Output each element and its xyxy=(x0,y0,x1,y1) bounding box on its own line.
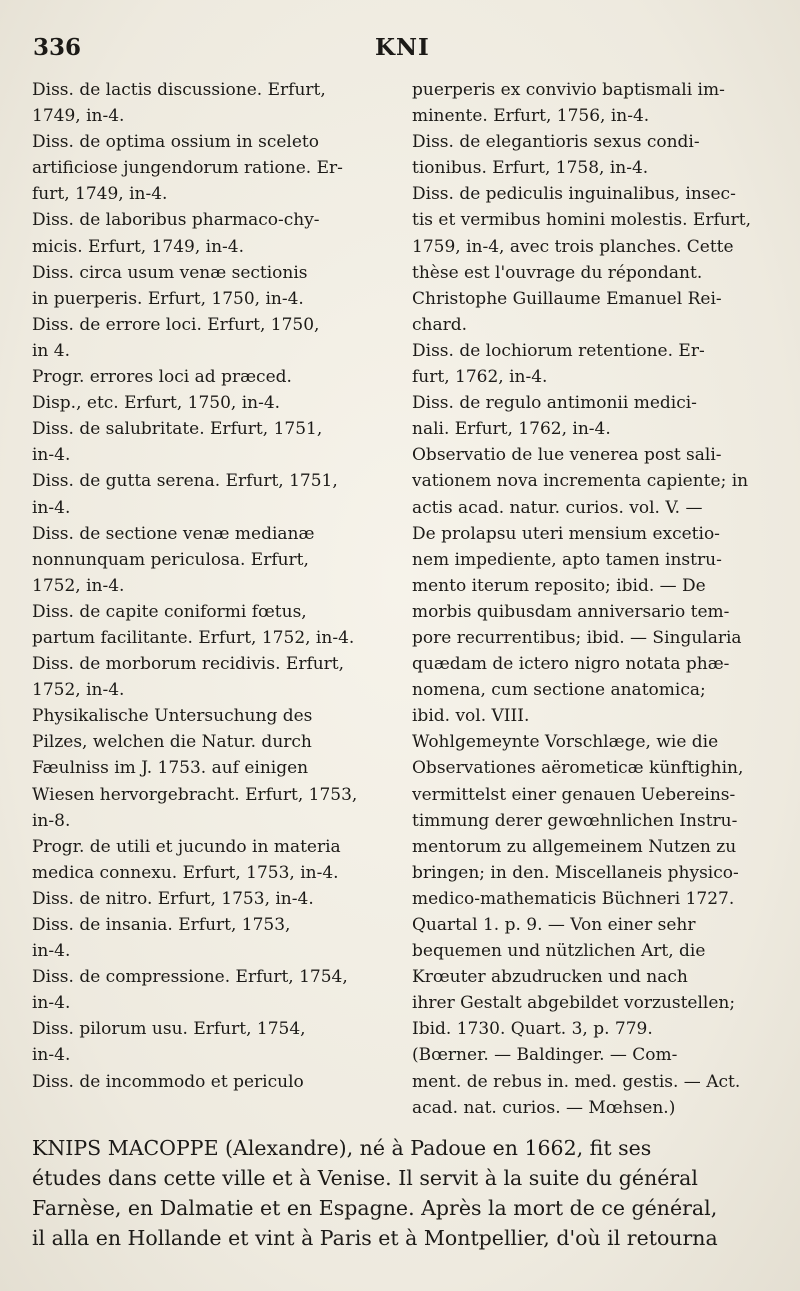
text-line: ment. de rebus in. med. gestis. — Act. xyxy=(412,1071,741,1092)
text-line: in-4. xyxy=(32,497,71,518)
text-line: puerperis ex convivio baptismali im- xyxy=(412,80,725,100)
text-line: 1752, in-4. xyxy=(32,575,125,596)
entry-line: études dans cette ville et à Venise. Il servit à la suite du général xyxy=(32,1166,698,1190)
left-column xyxy=(32,77,394,1095)
text-line: vationem nova incrementa capiente; in xyxy=(412,471,749,492)
text-line: chard. xyxy=(412,314,468,335)
text-line: bringen; in den. Miscellaneis physico- xyxy=(412,862,739,883)
text-line: Diss. de insania. Erfurt, 1753, xyxy=(32,915,291,935)
text-line: nali. Erfurt, 1762, in-4. xyxy=(412,419,611,440)
text-line: Diss. de capite coniformi fœtus, xyxy=(32,601,307,622)
text-line: nonnunquam periculosa. Erfurt, xyxy=(32,549,309,570)
text-line: Diss. de gutta serena. Erfurt, 1751, xyxy=(32,471,338,492)
text-line: furt, 1749, in-4. xyxy=(32,184,168,205)
text-line: in-4. xyxy=(32,993,71,1014)
text-line: 1752, in-4. xyxy=(32,680,125,701)
text-line: Diss. de compressione. Erfurt, 1754, xyxy=(32,967,348,988)
text-line: furt, 1762, in-4. xyxy=(412,367,548,388)
text-line: Diss. de errore loci. Erfurt, 1750, xyxy=(32,314,320,335)
text-line: Progr. errores loci ad præced. xyxy=(32,367,292,388)
text-line: in-4. xyxy=(32,445,71,466)
text-line: in-4. xyxy=(32,1045,71,1066)
text-line: in 4. xyxy=(32,340,71,361)
text-line: 1759, in-4, avec trois planches. Cette xyxy=(412,236,734,257)
text-line: mento iterum reposito; ibid. — De xyxy=(412,575,706,596)
text-line: Diss. de elegantioris sexus condi- xyxy=(412,132,700,153)
text-line: nem impediente, apto tamen instru- xyxy=(412,549,722,570)
text-line: Observatio de lue venerea post sali- xyxy=(412,445,722,466)
text-line: Diss. de optima ossium in sceleto xyxy=(32,132,319,153)
biography-entry xyxy=(32,1133,772,1253)
text-line: medico-mathematicis Büchneri 1727. xyxy=(412,888,735,909)
text-line: quædam de ictero nigro notata phæ- xyxy=(412,654,730,675)
text-line: morbis quibusdam anniversario tem- xyxy=(412,601,730,622)
text-line: Diss. de sectione venæ medianæ xyxy=(32,523,315,544)
text-line: timmung derer gewœhnlichen Instru- xyxy=(412,810,738,831)
entry-line: il alla en Hollande et vint à Paris et à Montpellier, d'où il retourna xyxy=(32,1226,718,1250)
text-line: Diss. circa usum venæ sectionis xyxy=(32,262,308,283)
text-line: Observationes aërometicæ künftighin, xyxy=(412,758,744,779)
text-line: 1749, in-4. xyxy=(32,106,125,127)
text-line: tionibus. Erfurt, 1758, in-4. xyxy=(412,158,649,179)
text-line: minente. Erfurt, 1756, in-4. xyxy=(412,106,650,127)
running-head: KNI xyxy=(375,34,430,61)
text-line: nomena, cum sectione anatomica; xyxy=(412,680,706,701)
text-line: mentorum zu allgemeinem Nutzen zu xyxy=(412,836,737,857)
text-line: tis et vermibus homini molestis. Erfurt, xyxy=(412,210,752,231)
text-line: Diss. de incommodo et periculo xyxy=(32,1071,304,1092)
text-line: in-4. xyxy=(32,941,71,962)
text-line: Diss. de pediculis inguinalibus, insec- xyxy=(412,184,736,205)
text-line: De prolapsu uteri mensium excetio- xyxy=(412,523,720,544)
text-line: Diss. pilorum usu. Erfurt, 1754, xyxy=(32,1019,306,1040)
text-line: Diss. de laboribus pharmaco-chy- xyxy=(32,210,320,231)
text-line: in-8. xyxy=(32,810,71,831)
text-line: Diss. de lochiorum retentione. Er- xyxy=(412,340,705,361)
text-line: micis. Erfurt, 1749, in-4. xyxy=(32,236,245,257)
text-line: Pilzes, welchen die Natur. durch xyxy=(32,732,312,753)
text-line: ibid. vol. VIII. xyxy=(412,706,530,727)
text-line: Wohlgemeynte Vorschlæge, wie die xyxy=(412,732,719,753)
right-column xyxy=(412,77,764,1121)
text-line: acad. nat. curios. — Mœhsen.) xyxy=(412,1097,676,1118)
text-line: Diss. de salubritate. Erfurt, 1751, xyxy=(32,419,323,440)
text-line: in puerperis. Erfurt, 1750, in-4. xyxy=(32,288,304,309)
page-number: 336 xyxy=(33,34,82,61)
text-line: Diss. de morborum recidivis. Erfurt, xyxy=(32,654,345,675)
text-line: Christophe Guillaume Emanuel Rei- xyxy=(412,288,722,309)
text-line: medica connexu. Erfurt, 1753, in-4. xyxy=(32,862,339,883)
page-header xyxy=(0,34,800,68)
text-line: vermittelst einer genauen Uebereins- xyxy=(412,784,736,805)
text-line: partum facilitante. Erfurt, 1752, in-4. xyxy=(32,627,355,648)
text-line: Wiesen hervorgebracht. Erfurt, 1753, xyxy=(32,784,358,805)
text-line: ihrer Gestalt abgebildet vorzustellen; xyxy=(412,993,736,1014)
text-line: Fæulniss im J. 1753. auf einigen xyxy=(32,758,309,779)
text-line: Physikalische Untersuchung des xyxy=(32,706,313,727)
text-line: Krœuter abzudrucken und nach xyxy=(412,967,688,988)
text-line: Progr. de utili et jucundo in materia xyxy=(32,836,341,857)
text-line: pore recurrentibus; ibid. — Singularia xyxy=(412,627,742,648)
entry-line: Farnèse, en Dalmatie et en Espagne. Après la mort de ce général, xyxy=(32,1196,718,1220)
text-line: Ibid. 1730. Quart. 3, p. 779. xyxy=(412,1019,653,1040)
text-line: actis acad. natur. curios. vol. V. — xyxy=(412,497,703,518)
entry-line: KNIPS MACOPPE (Alexandre), né à Padoue en 1662, fit ses xyxy=(32,1136,652,1160)
text-line: (Bœrner. — Baldinger. — Com- xyxy=(412,1045,678,1066)
text-line: Quartal 1. p. 9. — Von einer sehr xyxy=(412,915,696,935)
text-line: thèse est l'ouvrage du répondant. xyxy=(412,262,703,283)
text-line: Diss. de nitro. Erfurt, 1753, in-4. xyxy=(32,888,314,909)
text-line: Diss. de lactis discussione. Erfurt, xyxy=(32,80,326,100)
text-line: artificiose jungendorum ratione. Er- xyxy=(32,158,343,179)
text-line: Diss. de regulo antimonii medici- xyxy=(412,393,697,414)
text-line: bequemen und nützlichen Art, die xyxy=(412,941,706,962)
text-line: Disp., etc. Erfurt, 1750, in-4. xyxy=(32,393,281,414)
